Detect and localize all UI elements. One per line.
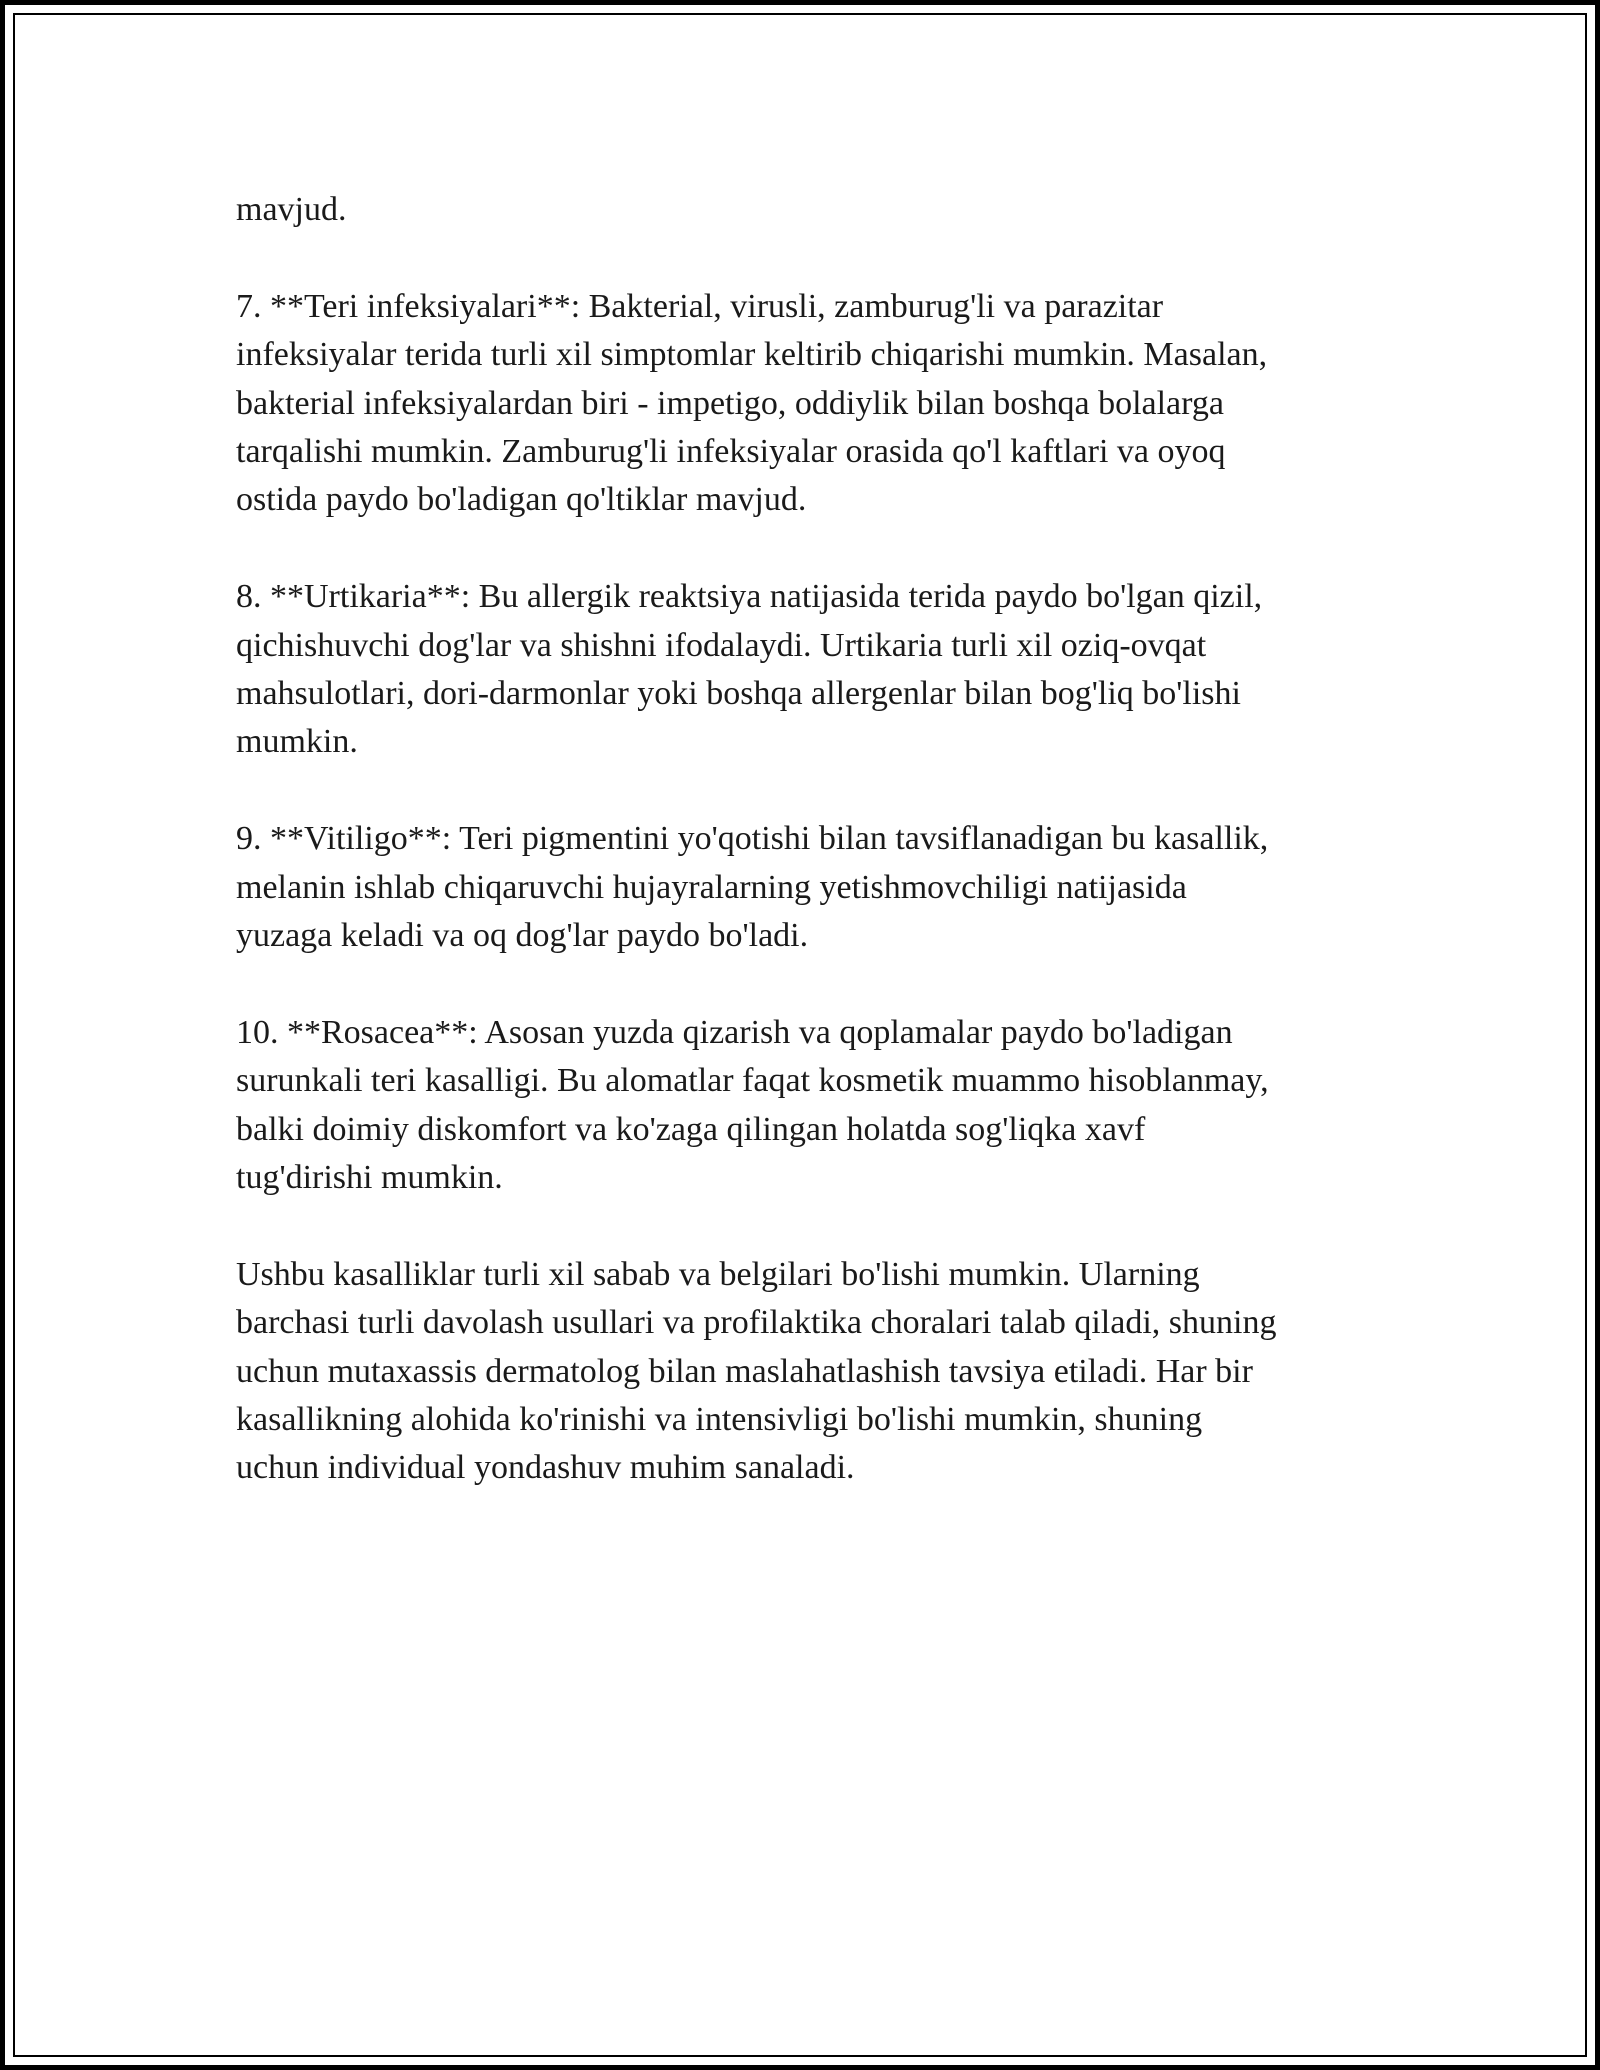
- text-line: 10. **Rosacea**: Asosan yuzda qizarish va qoplamalar paydo bo'ladigan: [236, 1013, 1233, 1051]
- text-line: yuzaga keladi va oq dog'lar paydo bo'ladi.: [236, 917, 809, 955]
- text-line: Ushbu kasalliklar turli xil sabab va belgilari bo'lishi mumkin. Ularning: [236, 1255, 1200, 1293]
- text-line: mumkin.: [236, 723, 358, 761]
- text-line: melanin ishlab chiqaruvchi hujayralarning yetishmovchiligi natijasida: [236, 868, 1187, 906]
- text-line: bakterial infeksiyalardan biri - impetigo, oddiylik bilan boshqa bolalarga: [236, 384, 1224, 422]
- paragraph-item-9-vitiligo: [236, 815, 1396, 960]
- paragraph-item-10-rosacea: [236, 1009, 1396, 1203]
- paragraph-item-8-urticaria: [236, 573, 1396, 767]
- text-line: surunkali teri kasalligi. Bu alomatlar faqat kosmetik muammo hisoblanmay,: [236, 1062, 1269, 1100]
- paragraph-conclusion: [236, 1251, 1396, 1493]
- text-line: kasallikning alohida ko'rinishi va intensivligi bo'lishi mumkin, shuning: [236, 1401, 1203, 1439]
- text-line: infeksiyalar terida turli xil simptomlar keltirib chiqarishi mumkin. Masalan,: [236, 336, 1268, 374]
- text-line: barchasi turli davolash usullari va profilaktika choralari talab qiladi, shuning: [236, 1304, 1277, 1342]
- text-line: ostida paydo bo'ladigan qo'ltiklar mavjud.: [236, 481, 807, 519]
- text-line: uchun mutaxassis dermatolog bilan maslahatlashish tavsiya etiladi. Har bir: [236, 1352, 1253, 1390]
- text-line: qichishuvchi dog'lar va shishni ifodalaydi. Urtikaria turli xil oziq-ovqat: [236, 626, 1207, 664]
- text-line: mahsulotlari, dori-darmonlar yoki boshqa allergenlar bilan bog'liq bo'lishi: [236, 675, 1241, 713]
- text-line: uchun individual yondashuv muhim sanaladi.: [236, 1449, 855, 1487]
- paragraph-continuation: [236, 186, 1396, 234]
- document-body: [236, 186, 1396, 1541]
- text-line: balki doimiy diskomfort va ko'zaga qilingan holatda sog'liqka xavf: [236, 1110, 1146, 1148]
- text-line: 8. **Urtikaria**: Bu allergik reaktsiya natijasida terida paydo bo'lgan qizil,: [236, 578, 1263, 616]
- text-line: tarqalishi mumkin. Zamburug'li infeksiyalar orasida qo'l kaftlari va oyoq: [236, 433, 1226, 471]
- text-line: tug'dirishi mumkin.: [236, 1159, 503, 1197]
- text-line: 7. **Teri infeksiyalari**: Bakterial, virusli, zamburug'li va parazitar: [236, 287, 1164, 325]
- paragraph-item-7-skin-infections: [236, 283, 1396, 525]
- text-line: 9. **Vitiligo**: Teri pigmentini yo'qotishi bilan tavsiflanadigan bu kasallik,: [236, 820, 1269, 858]
- text-line: mavjud.: [236, 191, 347, 228]
